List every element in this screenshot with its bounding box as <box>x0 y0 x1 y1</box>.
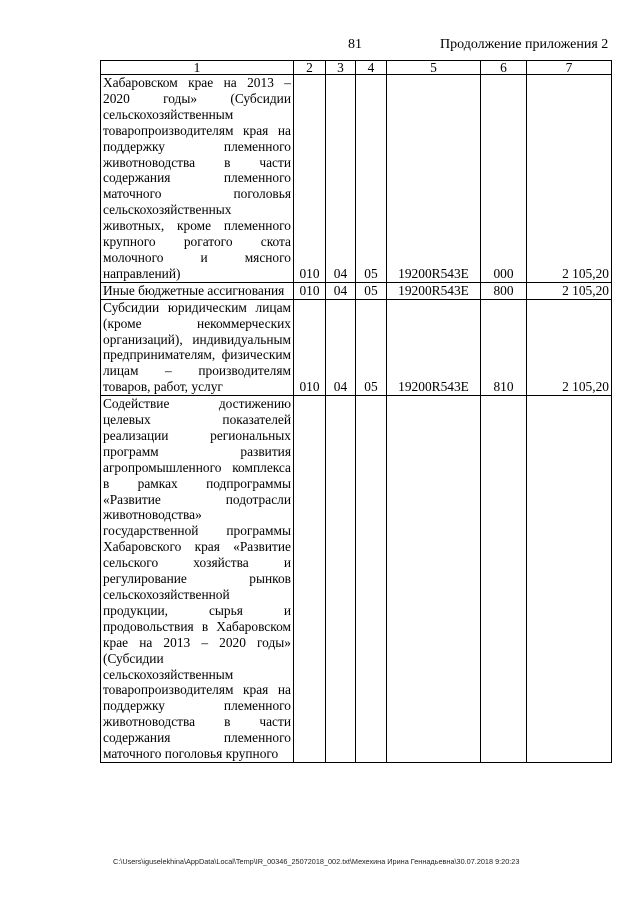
amount-cell: 2 105,20 <box>527 299 612 395</box>
expense-name-cell: Хабаровском крае на 2013 – 2020 годы» (Субсидии сельскохозяйственным товаропроизводителям края на поддержку племенного животноводства в части содержания племенного маточного поголовья сельскохозяйственных животных, кроме племенного крупного рогатого скота молочного и мясного направлений) <box>101 75 294 283</box>
column-header: 5 <box>387 61 481 75</box>
table-row <box>101 299 612 395</box>
page-number: 81 <box>348 37 362 52</box>
column-header: 4 <box>356 61 387 75</box>
target-article-cell: 19200R543E <box>387 299 481 395</box>
document-footer-path: C:\Users\iguselekhina\AppData\Local\Temp\IR_00346_25072018_002.txt\Мехехина Ирина Геннадьевна\30.07.2018 9:20:23 <box>113 857 520 866</box>
section-code-cell <box>326 396 356 763</box>
target-article-cell: 19200R543E <box>387 282 481 299</box>
expense-type-cell <box>481 396 527 763</box>
target-article-cell <box>387 396 481 763</box>
subsection-code-cell: 05 <box>356 299 387 395</box>
ministry-code-cell: 010 <box>294 299 326 395</box>
expense-type-cell: 810 <box>481 299 527 395</box>
expense-name-cell: Субсидии юридическим лицам (кроме некоммерческих организаций), индивидуальным предпринимателям, физическим лицам – производителям товаров, работ, услуг <box>101 299 294 395</box>
section-code-cell: 04 <box>326 75 356 283</box>
ministry-code-cell: 010 <box>294 75 326 283</box>
section-code-cell: 04 <box>326 299 356 395</box>
subsection-code-cell: 05 <box>356 282 387 299</box>
budget-table <box>100 60 612 763</box>
amount-cell: 2 105,20 <box>527 282 612 299</box>
table-row <box>101 396 612 763</box>
table-header-row <box>101 61 612 75</box>
table-row <box>101 282 612 299</box>
amount-cell <box>527 396 612 763</box>
expense-type-cell: 800 <box>481 282 527 299</box>
ministry-code-cell <box>294 396 326 763</box>
subsection-code-cell: 05 <box>356 75 387 283</box>
column-header: 7 <box>527 61 612 75</box>
expense-name-cell: Содействие достижению целевых показателей реализации региональных программ развития агропромышленного комплекса в рамках подпрограммы «Развитие подотрасли животноводства» государственной программы Хабаровского края «Развитие сельского хозяйства и регулирование рынков сельскохозяйственной продукции, сырья и продовольствия в Хабаровском крае на 2013 – 2020 годы» (Субсидии сельскохозяйственным товаропроизводителям края на поддержку племенного животноводства в части содержания племенного маточного поголовья крупного <box>101 396 294 763</box>
expense-type-cell: 000 <box>481 75 527 283</box>
appendix-continuation-title: Продолжение приложения 2 <box>440 37 609 52</box>
ministry-code-cell: 010 <box>294 282 326 299</box>
expense-name-cell: Иные бюджетные ассигнования <box>101 282 294 299</box>
amount-cell: 2 105,20 <box>527 75 612 283</box>
target-article-cell: 19200R543E <box>387 75 481 283</box>
column-header: 1 <box>101 61 294 75</box>
column-header: 2 <box>294 61 326 75</box>
table-row <box>101 75 612 283</box>
column-header: 3 <box>326 61 356 75</box>
section-code-cell: 04 <box>326 282 356 299</box>
subsection-code-cell <box>356 396 387 763</box>
column-header: 6 <box>481 61 527 75</box>
